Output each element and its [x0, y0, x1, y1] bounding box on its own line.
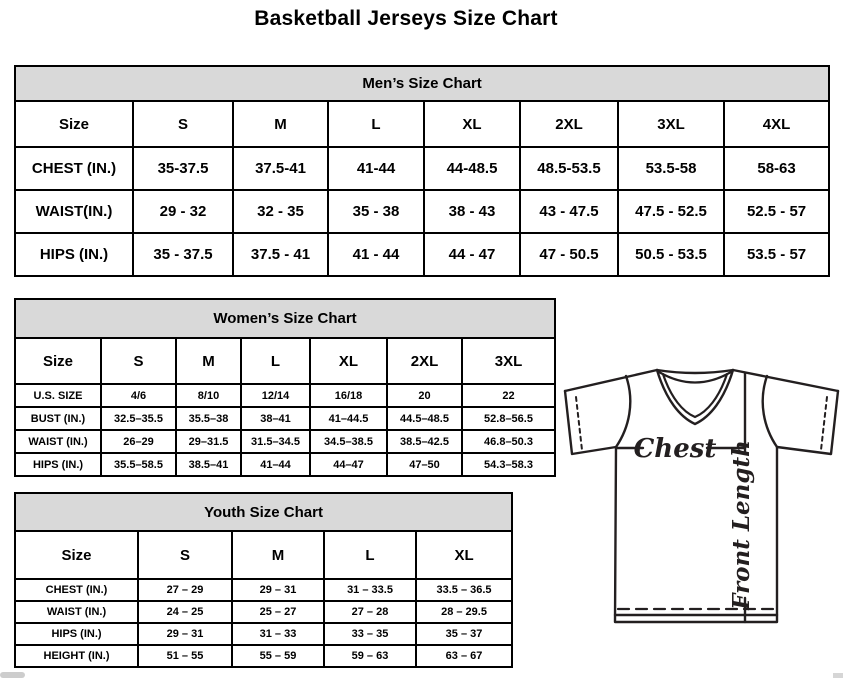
size-value-cell: 38.5–41 [176, 453, 241, 476]
table-row [15, 601, 512, 623]
size-value-cell: 44.5–48.5 [387, 407, 462, 430]
column-header: 2XL [520, 101, 618, 147]
armhole-seam [763, 376, 777, 447]
size-value-cell: 33.5 – 36.5 [416, 579, 512, 601]
table-header-row [15, 338, 555, 384]
size-value-cell: 55 – 59 [232, 645, 324, 667]
row-label: WAIST (IN.) [15, 430, 101, 453]
column-header: L [241, 338, 310, 384]
size-value-cell: 32 - 35 [233, 190, 328, 233]
size-value-cell: 54.3–58.3 [462, 453, 555, 476]
table-header-row [15, 101, 829, 147]
column-header: S [138, 531, 232, 579]
column-header: Size [15, 531, 138, 579]
table-row [15, 384, 555, 407]
size-value-cell: 31 – 33.5 [324, 579, 416, 601]
jersey-diagram-svg [560, 360, 843, 632]
mens-size-chart-table [14, 65, 830, 277]
size-value-cell: 47–50 [387, 453, 462, 476]
size-value-cell: 50.5 - 53.5 [618, 233, 724, 276]
column-header: L [324, 531, 416, 579]
column-header: M [176, 338, 241, 384]
front-length-label: Front Length [728, 440, 755, 610]
size-value-cell: 41–44 [241, 453, 310, 476]
row-label: CHEST (IN.) [15, 147, 133, 190]
size-value-cell: 48.5-53.5 [520, 147, 618, 190]
size-value-cell: 16/18 [310, 384, 387, 407]
table-row [15, 623, 512, 645]
column-header: S [133, 101, 233, 147]
mens-table-caption: Men’s Size Chart [15, 66, 829, 101]
size-value-cell: 37.5 - 41 [233, 233, 328, 276]
cuff-stitch-left [576, 397, 582, 450]
table-caption-row [15, 66, 829, 101]
row-label: BUST (IN.) [15, 407, 101, 430]
column-header: M [233, 101, 328, 147]
size-value-cell: 59 – 63 [324, 645, 416, 667]
column-header: L [328, 101, 424, 147]
size-value-cell: 41–44.5 [310, 407, 387, 430]
size-value-cell: 20 [387, 384, 462, 407]
row-label: WAIST(IN.) [15, 190, 133, 233]
table-row [15, 430, 555, 453]
column-header: XL [424, 101, 520, 147]
size-value-cell: 4/6 [101, 384, 176, 407]
jersey-outline [565, 391, 616, 454]
table-row [15, 190, 829, 233]
size-value-cell: 43 - 47.5 [520, 190, 618, 233]
size-value-cell: 25 – 27 [232, 601, 324, 623]
column-header: S [101, 338, 176, 384]
size-value-cell: 31.5–34.5 [241, 430, 310, 453]
page-title: Basketball Jerseys Size Chart [254, 7, 558, 30]
table-row [15, 645, 512, 667]
womens-size-chart-table [14, 298, 556, 477]
row-label: HIPS (IN.) [15, 623, 138, 645]
table-row [15, 453, 555, 476]
table-row [15, 579, 512, 601]
jersey-outline [733, 370, 838, 391]
row-label: WAIST (IN.) [15, 601, 138, 623]
size-value-cell: 58-63 [724, 147, 829, 190]
size-value-cell: 24 – 25 [138, 601, 232, 623]
youth-size-chart-table [14, 492, 513, 668]
size-value-cell: 31 – 33 [232, 623, 324, 645]
size-value-cell: 35.5–58.5 [101, 453, 176, 476]
size-value-cell: 26–29 [101, 430, 176, 453]
row-label: HIPS (IN.) [15, 453, 101, 476]
size-value-cell: 47.5 - 52.5 [618, 190, 724, 233]
size-value-cell: 35-37.5 [133, 147, 233, 190]
table-caption-row [15, 493, 512, 531]
column-header: XL [310, 338, 387, 384]
size-value-cell: 51 – 55 [138, 645, 232, 667]
youth-table-caption: Youth Size Chart [15, 493, 512, 531]
vneck-inner-line [663, 374, 727, 417]
size-value-cell: 12/14 [241, 384, 310, 407]
table-caption-row [15, 299, 555, 338]
size-value-cell: 44 - 47 [424, 233, 520, 276]
size-value-cell: 38 - 43 [424, 190, 520, 233]
size-value-cell: 53.5-58 [618, 147, 724, 190]
table-row [15, 407, 555, 430]
size-value-cell: 35 - 37.5 [133, 233, 233, 276]
jersey-outline [777, 391, 838, 454]
jersey-outline [565, 370, 657, 391]
table-row [15, 233, 829, 276]
size-value-cell: 29 – 31 [138, 623, 232, 645]
jersey-measurement-diagram [560, 360, 843, 632]
size-value-cell: 53.5 - 57 [724, 233, 829, 276]
horizontal-scrollbar-fragment[interactable] [833, 673, 843, 678]
column-header: Size [15, 101, 133, 147]
size-value-cell: 35 - 38 [328, 190, 424, 233]
column-header: 3XL [618, 101, 724, 147]
size-value-cell: 38–41 [241, 407, 310, 430]
chest-label: Chest [633, 434, 717, 464]
size-value-cell: 29 – 31 [232, 579, 324, 601]
size-value-cell: 35.5–38 [176, 407, 241, 430]
size-value-cell: 28 – 29.5 [416, 601, 512, 623]
column-header: 2XL [387, 338, 462, 384]
size-value-cell: 41-44 [328, 147, 424, 190]
size-value-cell: 38.5–42.5 [387, 430, 462, 453]
size-value-cell: 34.5–38.5 [310, 430, 387, 453]
cuff-stitch-right [821, 397, 827, 450]
row-label: HIPS (IN.) [15, 233, 133, 276]
size-value-cell: 29–31.5 [176, 430, 241, 453]
size-value-cell: 27 – 29 [138, 579, 232, 601]
table-header-row [15, 531, 512, 579]
column-header: XL [416, 531, 512, 579]
size-value-cell: 35 – 37 [416, 623, 512, 645]
size-value-cell: 47 - 50.5 [520, 233, 618, 276]
table-row [15, 147, 829, 190]
size-value-cell: 27 – 28 [324, 601, 416, 623]
size-value-cell: 37.5-41 [233, 147, 328, 190]
size-value-cell: 46.8–50.3 [462, 430, 555, 453]
collar-top-line [657, 370, 733, 373]
row-label: CHEST (IN.) [15, 579, 138, 601]
row-label: HEIGHT (IN.) [15, 645, 138, 667]
horizontal-scrollbar-thumb[interactable] [0, 672, 25, 678]
column-header: 4XL [724, 101, 829, 147]
size-value-cell: 44–47 [310, 453, 387, 476]
row-label: U.S. SIZE [15, 384, 101, 407]
size-value-cell: 33 – 35 [324, 623, 416, 645]
column-header: 3XL [462, 338, 555, 384]
column-header: M [232, 531, 324, 579]
size-value-cell: 63 – 67 [416, 645, 512, 667]
column-header: Size [15, 338, 101, 384]
size-value-cell: 8/10 [176, 384, 241, 407]
size-value-cell: 52.5 - 57 [724, 190, 829, 233]
womens-table-caption: Women’s Size Chart [15, 299, 555, 338]
size-value-cell: 22 [462, 384, 555, 407]
size-value-cell: 29 - 32 [133, 190, 233, 233]
armhole-seam [616, 376, 630, 447]
size-value-cell: 52.8–56.5 [462, 407, 555, 430]
size-value-cell: 32.5–35.5 [101, 407, 176, 430]
size-value-cell: 41 - 44 [328, 233, 424, 276]
size-value-cell: 44-48.5 [424, 147, 520, 190]
